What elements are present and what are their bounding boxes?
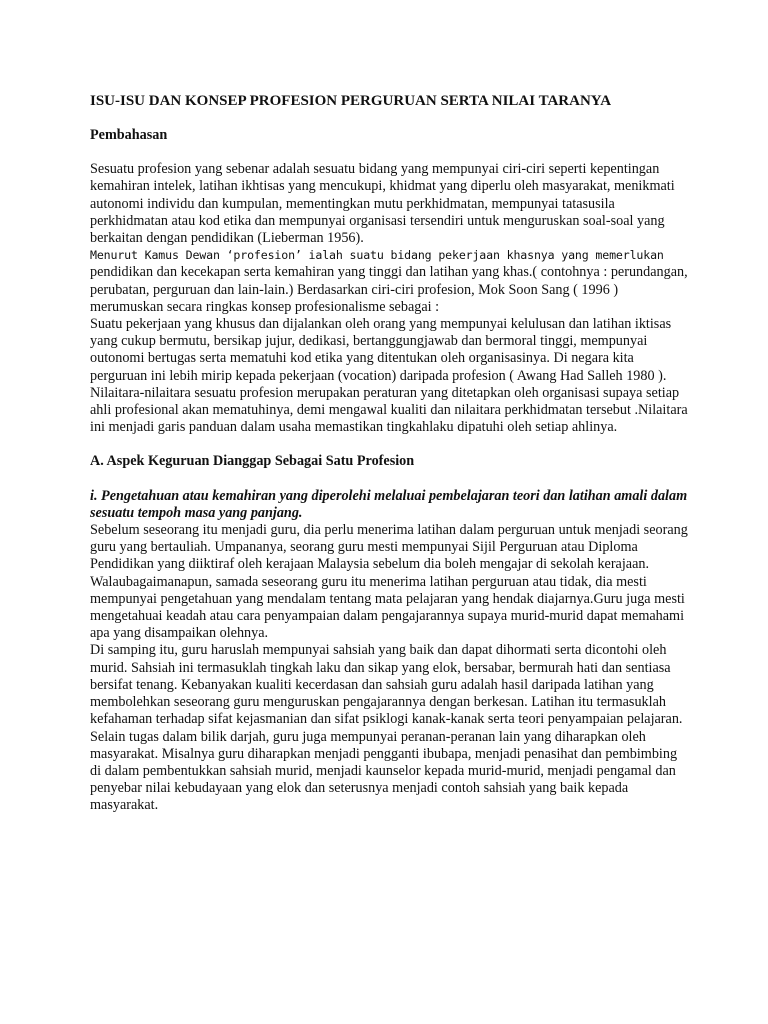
kamus-dewan-quote: Menurut Kamus Dewan ‘profesion’ ialah suatu bidang pekerjaan khasnya yang memerlukan xyxy=(90,248,664,263)
section-a-paragraph-3: Selain tugas dalam bilik darjah, guru juga mempunyai peranan-peranan lain yang diharapkan oleh masyarakat. Misalnya guru diharapkan menjadi pengganti ibubapa, menjadi penasihat dan pembimbing di dalam pembentukkan sahsiah murid, menjadi kaunselor kepada murid-murid, menjadi pengamal dan penyebar nilai kebudayaan yang elok dan seterusnya menjadi contoh sahsiah yang baik kepada masyarakat. xyxy=(90,728,678,814)
document-title: ISU-ISU DAN KONSEP PROFESION PERGURUAN SERTA NILAI TARANYA xyxy=(90,93,612,109)
subsection-i-heading: i. Pengetahuan atau kemahiran yang diperolehi melaluai pembelajaran teori dan latihan amali dalam sesuatu tempoh masa yang panjang. xyxy=(90,487,688,521)
intro-paragraph-2-rest: pendidikan dan kecekapan serta kemahiran yang tinggi dan latihan yang khas.( contohnya : perundangan, perubatan, perguruan dan lain-lain.) Berdasarkan ciri-ciri profesion, Mok Soon Sang ( 1996 ) merumuskan secara ringkas konsep profesionalisme sebagai : xyxy=(90,264,688,315)
intro-paragraph-4: Nilaitara-nilaitara sesuatu profesion merupakan peraturan yang ditetapkan oleh organisasi supaya setiap ahli profesional akan mematuhinya, demi mengawal kualiti dan nilaitara perkhidmatan tersebut .Nilaitara ini menjadi garis panduan dalam usaha memastikan tingkahlaku dipatuhi oleh setiap ahlinya. xyxy=(90,384,688,436)
section-a-paragraph-2: Di samping itu, guru haruslah mempunyai sahsiah yang baik dan dapat dihormati serta dicontohi oleh murid. Sahsiah ini termasuklah tingkah laku dan sikap yang elok, bersabar, bermurah hati dan sentiasa bersifat tenang. Kebanyakan kualiti kecerdasan dan sahsiah guru adalah hasil daripada latihan yang membolehkan seseorang guru menguruskan pengajarannya dengan berkesan. Latihan itu termasuklah kefahaman terhadap sifat kejasmanian dan sifat psiklogi kanak-kanak serta teori penyampaian pelajaran. xyxy=(90,642,683,728)
section-a-heading: A. Aspek Keguruan Dianggap Sebagai Satu Profesion xyxy=(90,453,415,470)
intro-paragraph-2 xyxy=(90,247,690,316)
intro-paragraph-3: Suatu pekerjaan yang khusus dan dijalankan oleh orang yang mempunyai kelulusan dan latihan iktisas yang cukup bermutu, bersikap jujur, dedikasi, bertanggungjawab dan bermoral tinggi, mempunyai outonomi bertugas serta mematuhi kod etika yang ditentukan oleh organisasinya. Di negara kita perguruan ini lebih mirip kepada pekerjaan (vocation) daripada profesion ( Awang Had Salleh 1980 ). xyxy=(90,316,672,384)
document-page xyxy=(90,92,690,815)
intro-paragraph-1: Sesuatu profesion yang sebenar adalah sesuatu bidang yang mempunyai ciri-ciri seperti kepentingan kemahiran intelek, latihan ikhtisas yang mencukupi, khidmat yang diperlu oleh masyarakat, menikmati autonomi individu dan kumpulan, mementingkan mutu perkhidmatan, mempunyai tatasusila perkhidmatan atau kod etika dan mempunyai organisasi tersendiri untuk menguruskan soal-soal yang berkaitan dengan pendidikan (Lieberman 1956). xyxy=(90,161,675,247)
section-heading-pembahasan: Pembahasan xyxy=(90,127,168,143)
section-a-paragraph-1: Sebelum seseorang itu menjadi guru, dia perlu menerima latihan dalam perguruan untuk menjadi seorang guru yang bertauliah. Umpananya, seorang guru mesti mempunyai Sijil Perguruan atau Diploma Pendidikan yang diiktiraf oleh kerajaan Malaysia sebelum dia boleh mengajar di sekolah kerajaan. Walaubagaimanapun, samada seseorang guru itu menerima latihan perguruan atau tidak, dia mesti mempunyai pengetahuan yang mendalam tentang mata pelajaran yang hendak diajarnya.Guru juga mesti mengetahuai keadah atau cara penyampaian dalam pengajarannya supaya murid-murid dapat memahami apa yang disampaikan olehnya. xyxy=(90,522,688,642)
